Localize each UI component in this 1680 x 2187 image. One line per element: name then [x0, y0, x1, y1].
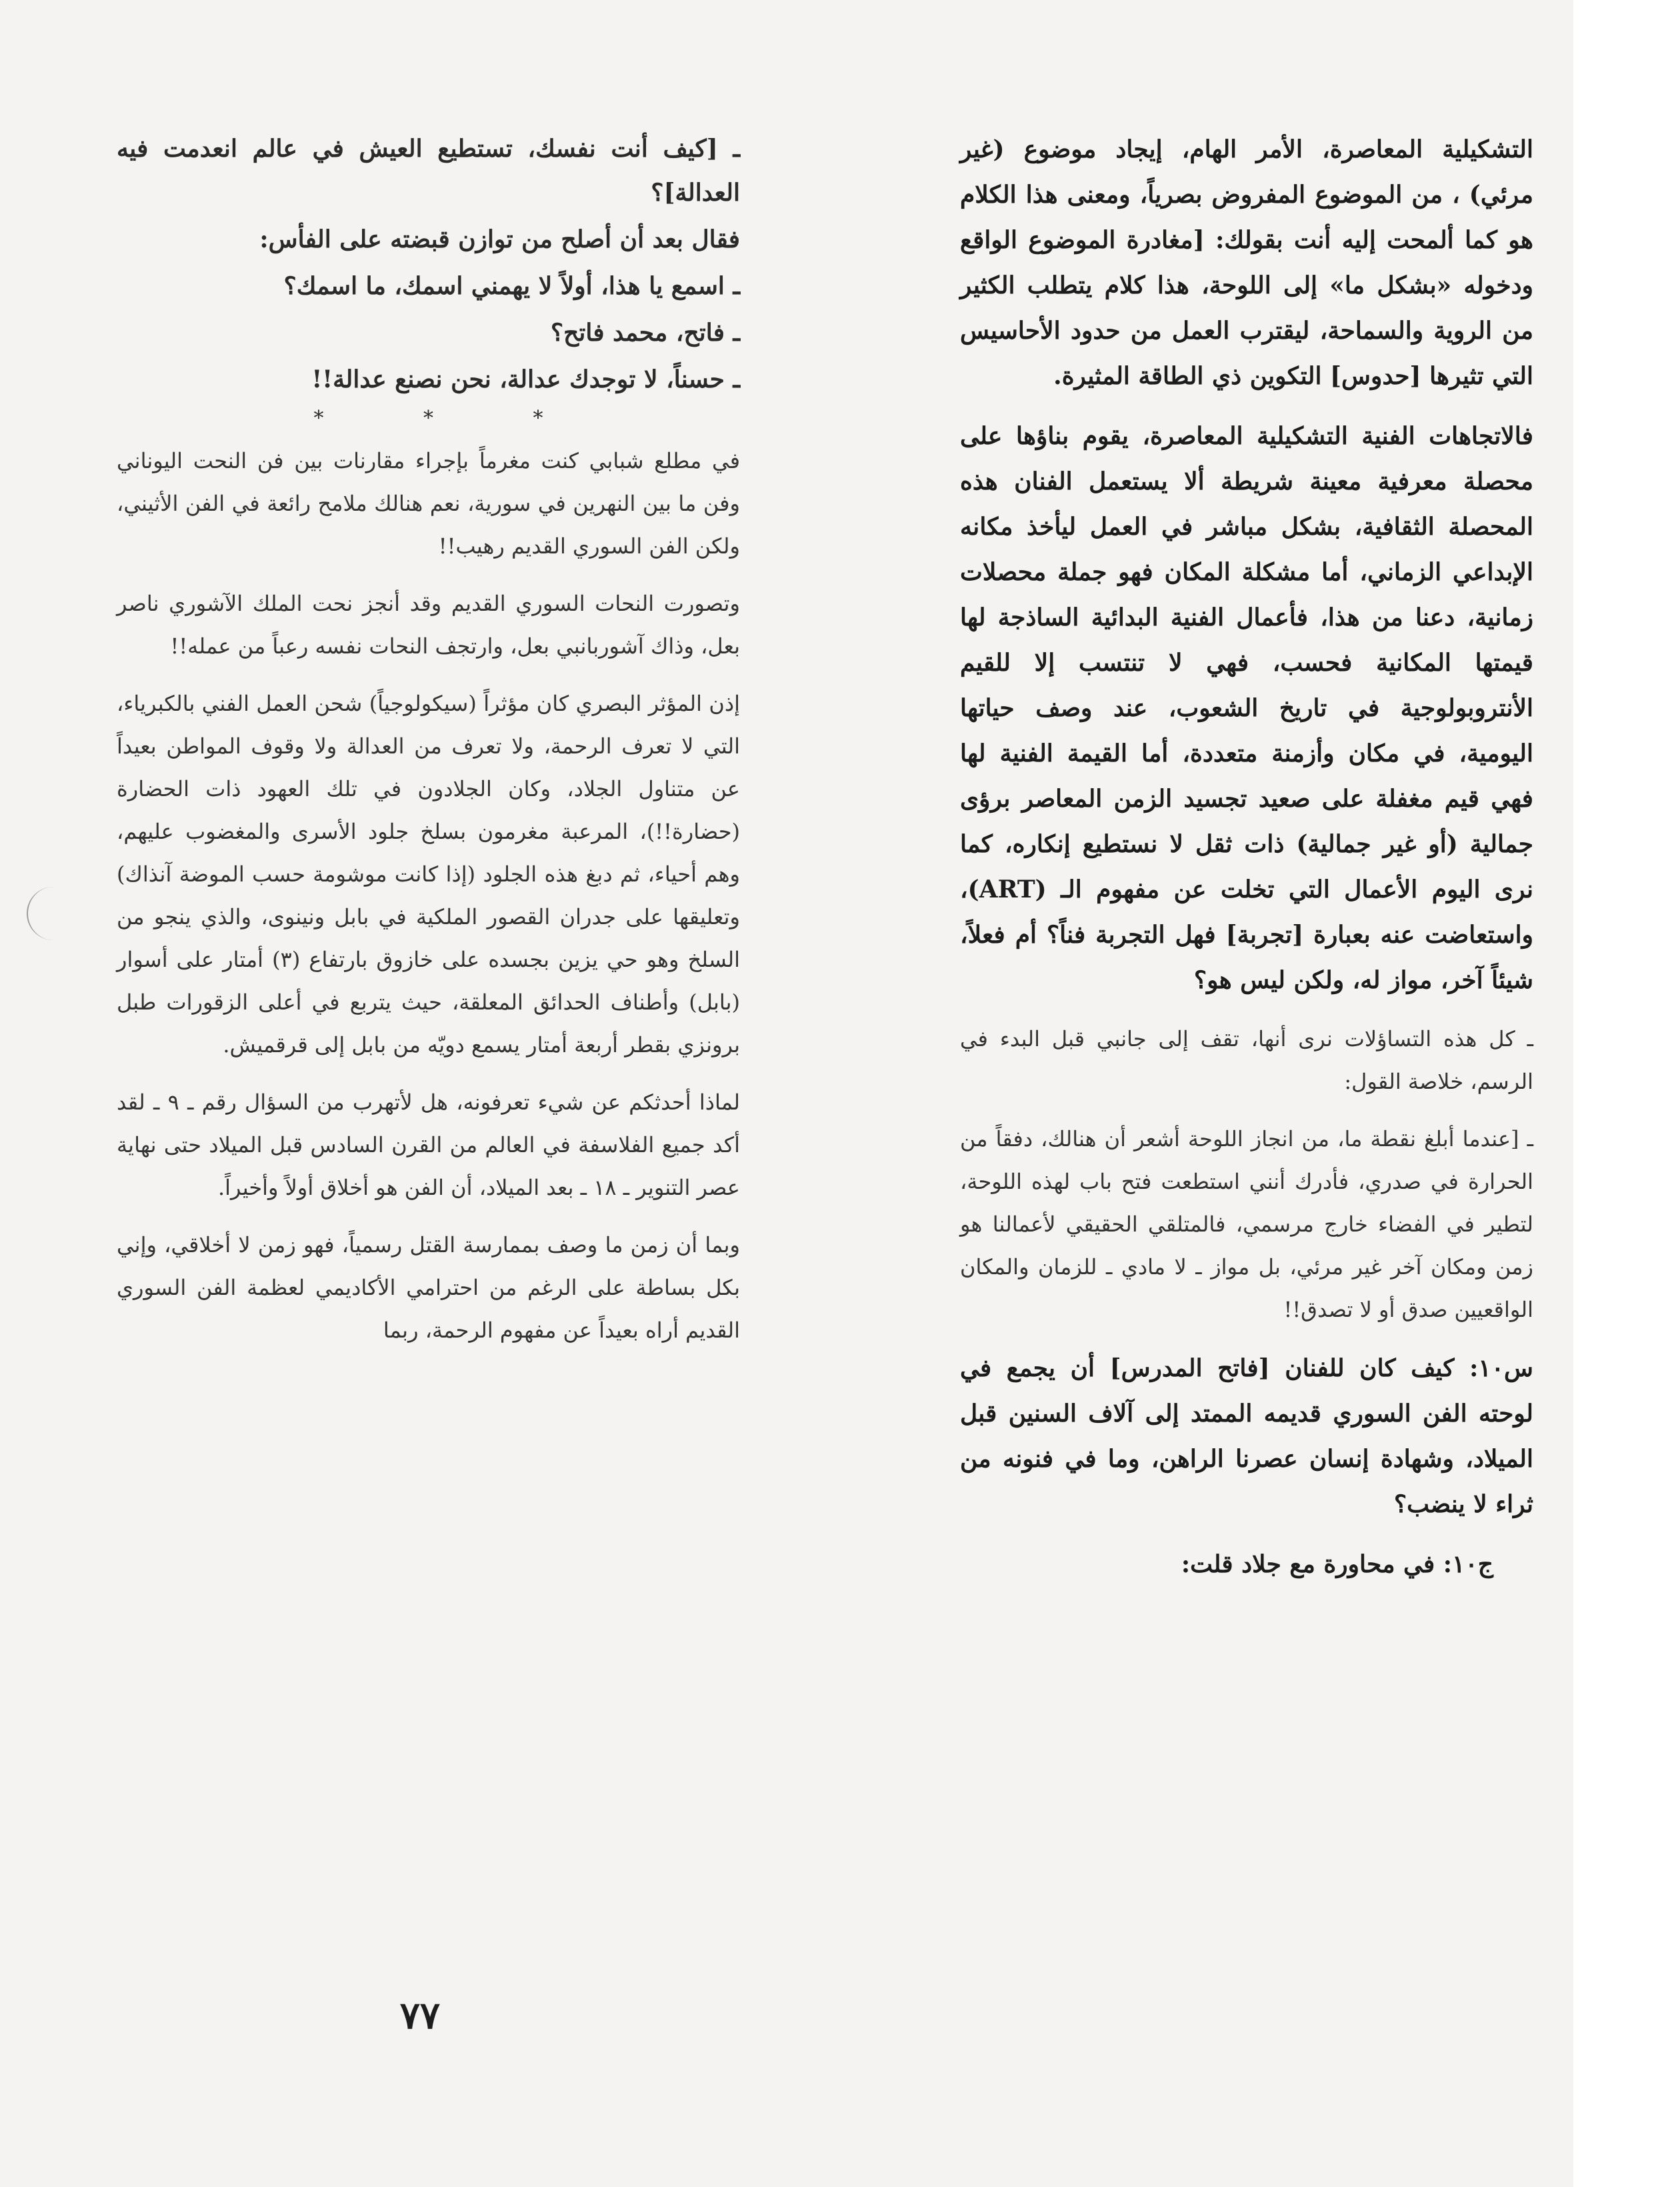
answer-paragraph: ج١٠: في محاورة مع جلاد قلت:: [1181, 1550, 1493, 1578]
paragraph: ـ كل هذه التساؤلات نرى أنها، تقف إلى جانبي قبل البدء في الرسم، خلاصة القول:: [960, 1026, 1533, 1094]
margin-mark: [27, 887, 55, 940]
paragraph: فالاتجاهات الفنية التشكيلية المعاصرة، يقوم بناؤها على محصلة معرفية معينة شريطة ألا يستعمل الفنان هذه المحصلة الثقافية، بشكل مباشر في العمل ليأخذ مكانه الإبداعي الزماني، أما مشكلة المكان فهو جملة محصلات زمانية، دعنا من هذا، فأعمال الفنية البدائية الساذجة لها قيمتها المكانية فحسب، فهي لا تنتسب إلا للقيم الأنتروبولوجية في تاريخ الشعوب، عند وصف حياتها اليومية، في مكان وأزمنة متعددة، أما القيمة الفنية لها فهي قيم مغفلة على صعيد تجسيد الزمن المعاصر برؤى جمالية (أو غير جمالية) ذات ثقل لا نستطيع إنكاره، كما نرى اليوم الأعمال التي تخلت عن مفهوم الـ (ART)، واستعاضت عنه بعبارة [تجربة] فهل التجربة فناً؟ أم فعلاً، شيئاً آخر، مواز له، ولكن ليس هو؟: [960, 422, 1533, 994]
right-column: [960, 127, 1533, 1602]
dialog-line: ـ اسمع يا هذا، أولاً لا يهمني اسمك، ما اسمك؟: [283, 272, 740, 300]
paragraph: في مطلع شبابي كنت مغرماً بإجراء مقارنات بين فن النحت اليوناني وفن ما بين النهرين في سورية، نعم هنالك ملامح رائعة في الفن الأثيني، ولكن الفن السوري القديم رهيب!!: [117, 448, 740, 559]
paragraph: لماذا أحدثكم عن شيء تعرفونه، هل لأتهرب من السؤال رقم ـ ٩ ـ لقد أكد جميع الفلاسفة في العالم من القرن السادس قبل الميلاد حتى نهاية عصر التنوير ـ ١٨ ـ بعد الميلاد، أن الفن هو أخلاق أولاً وأخيراً.: [117, 1089, 741, 1200]
dialog-line: ـ حسناً، لا توجدك عدالة، نحن نصنع عدالة!!: [311, 365, 740, 393]
dialog-line: فقال بعد أن أصلح من توازن قبضته على الفأس:: [259, 225, 740, 253]
question-paragraph: س١٠: كيف كان للفنان [فاتح المدرس] أن يجمع في لوحته الفن السوري قديمه الممتد إلى آلاف السنين قبل الميلاد، وشهادة إنسان عصرنا الراهن، وما في فنونه من ثراء لا ينضب؟: [960, 1354, 1533, 1518]
paragraph: ـ [عندما أبلغ نقطة ما، من انجاز اللوحة أشعر أن هنالك، دفقاً من الحرارة في صدري، فأدرك أنني استطعت فتح باب لهذه اللوحة، لتطير في الفضاء خارج مرسمي، فالمتلقي الحقيقي لأعمالنا هو زمن ومكان آخر غير مرئي، بل مواز ـ لا مادي ـ للزمان والمكان الواقعيين صدق أو لا تصدق!!: [960, 1126, 1533, 1322]
section-separator: * * *: [313, 407, 590, 430]
page-number: ٧٧: [399, 1994, 441, 2038]
left-column: [117, 127, 740, 1366]
paragraph: وبما أن زمن ما وصف بممارسة القتل رسمياً، فهو زمن لا أخلاقي، وإني بكل بساطة على الرغم من احترامي الأكاديمي لعظمة الفن السوري القديم أراه بعيداً عن مفهوم الرحمة، ربما: [117, 1232, 740, 1343]
dialog-line: ـ [كيف أنت نفسك، تستطيع العيش في عالم انعدمت فيه العدالة]؟: [117, 135, 740, 207]
dialog-line: ـ فاتح، محمد فاتح؟: [551, 319, 740, 347]
paragraph: التشكيلية المعاصرة، الأمر الهام، إيجاد موضوع (غير مرئي) ، من الموضوع المفروض بصرياً، ومعنى هذا الكلام هو كما ألمحت إليه أنت بقولك: [مغادرة الموضوع الواقع ودخوله «بشكل ما» إلى اللوحة، هذا كلام يتطلب الكثير من الروية والسماحة، ليقترب العمل من حدود الأحاسيس التي تثيرها [حدوس] التكوين ذي الطاقة المثيرة.: [960, 135, 1533, 390]
paragraph: إذن المؤثر البصري كان مؤثراً (سيكولوجياً) شحن العمل الفني بالكبرياء، التي لا تعرف الرحمة، ولا تعرف من العدالة ولا وقوف المواطن بعيداً عن متناول الجلاد، وكان الجلادون في تلك العهود ذات الحضارة (حضارة!!)، المرعبة مغرمون بسلخ جلود الأسرى والمغضوب عليهم، وهم أحياء، ثم دبغ هذه الجلود (إذا كانت موشومة حسب الموضة آنذاك) وتعليقها على جدران القصور الملكية في بابل ونينوى، والذي ينجو من السلخ وهو حي يزين بجسده على خازوق بارتفاع (٣) أمتار على أسوار (بابل) وأطناف الحدائق المعلقة، حيث يتربع في أعلى الزقورات طبل برونزي بقطر أربعة أمتار يسمع دويّه من بابل إلى قرقميش.: [117, 691, 741, 1057]
paragraph: وتصورت النحات السوري القديم وقد أنجز نحت الملك الآشوري ناصر بعل، وذاك آشوربانبي بعل، وارتجف النحات نفسه رعباً من عمله!!: [117, 591, 740, 659]
